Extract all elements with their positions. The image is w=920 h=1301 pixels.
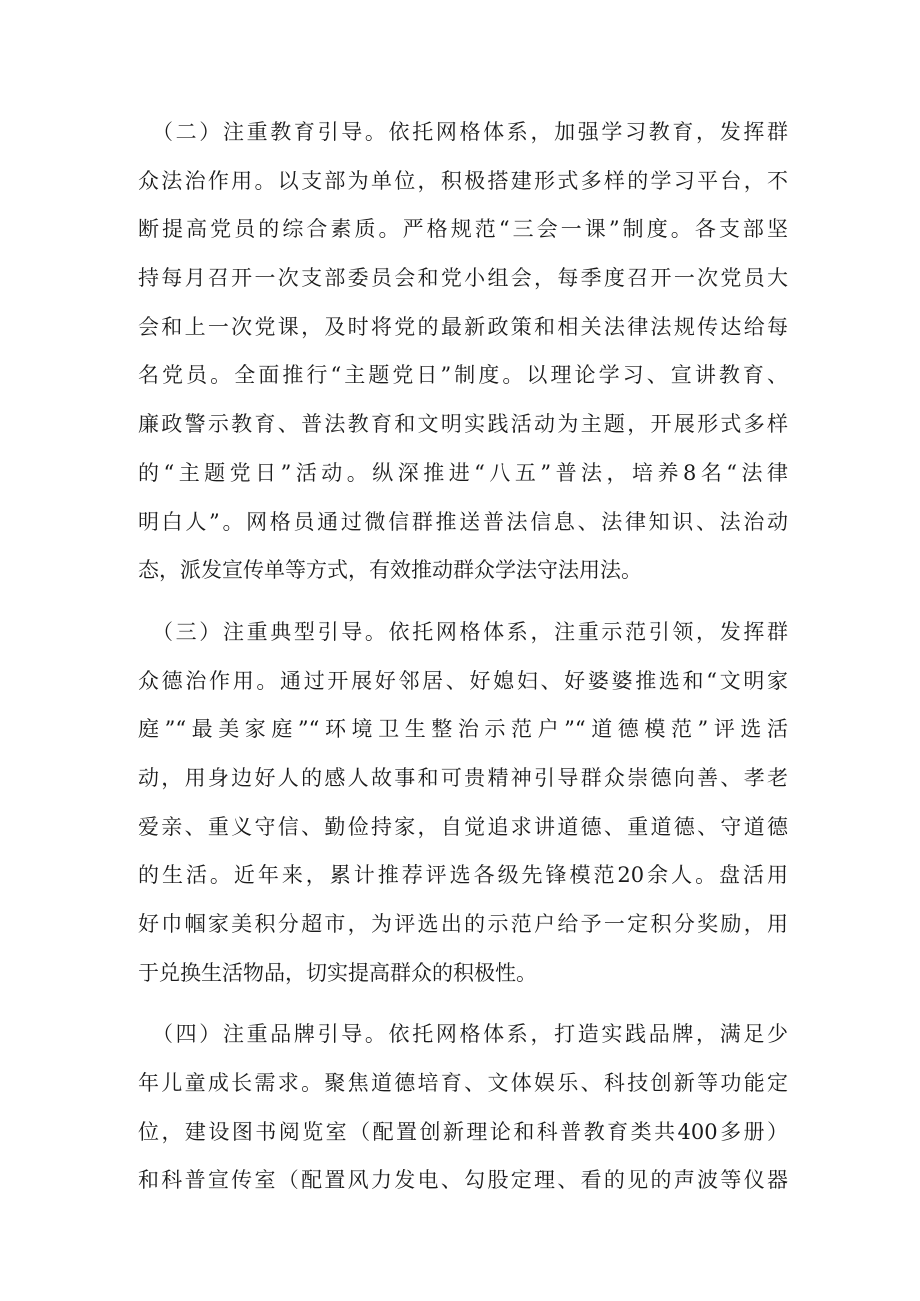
paragraph-line: 断提高党员的综合素质。严格规范“三会一课”制度。各支部坚: [138, 217, 788, 242]
document-body: [138, 108, 788, 1205]
paragraph-line: （三）注重典型引导。依托网格体系，注重示范引领，发挥群: [152, 619, 788, 644]
paragraph-line: 年儿童成长需求。聚焦道德培育、文体娱乐、科技创新等功能定: [138, 1071, 788, 1096]
paragraph-line: 名党员。全面推行“主题党日”制度。以理论学习、宣讲教育、: [138, 363, 788, 388]
paragraph-line: 庭”“最美家庭”“环境卫生整治示范户”“道德模范”评选活: [138, 717, 788, 742]
paragraph-line: 的“主题党日”活动。纵深推进“八五”普法，培养8名“法律: [138, 460, 788, 485]
paragraph-line: 会和上一次党课，及时将党的最新政策和相关法律法规传达给每: [138, 314, 788, 339]
paragraph-line: 持每月召开一次支部委员会和党小组会，每季度召开一次党员大: [138, 266, 788, 291]
paragraph-spacer: [138, 997, 788, 1010]
paragraph-line: 爱亲、重义守信、勤俭持家，自觉追求讲道德、重道德、守道德: [138, 814, 788, 839]
paragraph-line: 好巾帼家美积分超市，为评选出的示范户给予一定积分奖励，用: [138, 912, 788, 936]
paragraph-brand-guidance: [138, 1010, 788, 1205]
paragraph-line: 众法治作用。以支部为单位，积极搭建形式多样的学习平台，不: [138, 168, 788, 193]
paragraph-model-guidance: [138, 608, 788, 998]
paragraph-line: 明白人”。网格员通过微信群推送普法信息、法律知识、法治动: [138, 509, 788, 534]
paragraph-line: （二）注重教育引导。依托网格体系，加强学习教育，发挥群: [152, 120, 788, 144]
paragraph-line: 动，用身边好人的感人故事和可贵精神引导群众崇德向善、孝老: [138, 765, 788, 790]
paragraph-line: （四）注重品牌引导。依托网格体系，打造实践品牌，满足少: [152, 1022, 788, 1047]
paragraph-spacer: [138, 595, 788, 608]
paragraph-line: 的生活。近年来，累计推荐评选各级先锋模范20余人。盘活用: [138, 863, 788, 888]
paragraph-line: 于兑换生活物品，切实提高群众的积极性。: [138, 960, 537, 985]
paragraph-line: 位，建设图书阅览室（配置创新理论和科普教育类共400多册）: [138, 1119, 788, 1144]
paragraph-line: 众德治作用。通过开展好邻居、好媳妇、好婆婆推选和“文明家: [138, 668, 788, 693]
paragraph-line: 和科普宣传室（配置风力发电、勾股定理、看的见的声波等仪器: [138, 1168, 788, 1193]
paragraph-line: 态，派发宣传单等方式，有效推动群众学法守法用法。: [138, 558, 642, 583]
paragraph-education-guidance: [138, 108, 788, 595]
paragraph-line: 廉政警示教育、普法教育和文明实践活动为主题，开展形式多样: [138, 412, 788, 437]
